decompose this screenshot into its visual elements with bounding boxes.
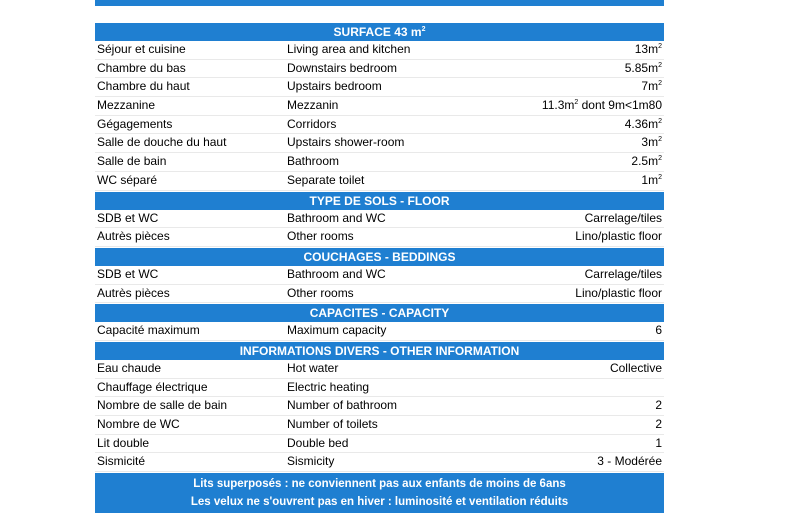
row-value: $1m^2$ — [641, 172, 662, 187]
table-row — [95, 153, 664, 172]
footer-notes — [95, 472, 664, 513]
section-header-capacity: CAPACITES - CAPACITY — [95, 303, 664, 322]
table-row — [95, 41, 664, 60]
label-fr: Autrès pièces — [97, 229, 170, 244]
label-en: Separate toilet — [287, 172, 365, 187]
label-fr: Chambre du haut — [97, 79, 190, 94]
label-en: Upstairs shower-room — [287, 135, 405, 150]
label-fr: WC séparé — [97, 172, 158, 187]
row-value: $13m^2$ — [634, 42, 662, 56]
label-fr: Gégagements — [97, 116, 173, 131]
label-fr: Capacité maximum — [97, 323, 200, 338]
label-fr: Salle de bain — [97, 154, 167, 169]
row-value: Carrelage/tiles — [584, 266, 662, 281]
label-en: Other rooms — [287, 285, 354, 300]
label-en: Upstairs bedroom — [287, 79, 382, 94]
label-fr: SDB et WC — [97, 266, 159, 281]
label-en: Number of bathroom — [287, 398, 398, 413]
label-fr: Lit double — [97, 435, 150, 450]
info-sheet — [95, 0, 664, 513]
footer-note: Lits superposés : ne conviennent pas aux enfants de moins de 6ans — [193, 478, 566, 491]
table-row — [95, 116, 664, 135]
table-row — [95, 210, 664, 229]
section-header-floor: TYPE DE SOLS - FLOOR — [95, 191, 664, 210]
label-en: Hot water — [287, 360, 339, 375]
row-value: $7m^2$ — [641, 79, 662, 94]
row-value: $11.3m^2$ dont 9m<1m80 — [541, 98, 662, 113]
label-en: Maximum capacity — [287, 323, 387, 338]
label-en: Mezzanin — [287, 98, 339, 113]
label-en: Corridors — [287, 116, 337, 131]
row-value: $2.5m^2$ — [631, 154, 662, 169]
label-fr: Chambre du bas — [97, 60, 186, 75]
row-value — [517, 379, 664, 397]
row-value: $4.36m^2$ — [624, 116, 662, 131]
row-value: Lino/plastic floor — [575, 285, 662, 300]
table-row — [95, 416, 664, 435]
row-value: 6 — [655, 323, 662, 338]
label-fr: SDB et WC — [97, 210, 159, 225]
label-en: Number of toilets — [287, 417, 378, 431]
label-en: Living area and kitchen — [287, 42, 411, 56]
table-row — [95, 172, 664, 191]
table-row — [95, 134, 664, 153]
row-value: Carrelage/tiles — [584, 210, 662, 225]
section-header-beddings: COUCHAGES - BEDDINGS — [95, 247, 664, 266]
label-fr: Salle de douche du haut — [97, 135, 227, 150]
table-row — [95, 435, 664, 454]
label-en: Bathroom — [287, 154, 340, 169]
row-value: 3 - Modérée — [597, 454, 662, 469]
table-row — [95, 360, 664, 379]
table-row — [95, 78, 664, 97]
row-value: Lino/plastic floor — [575, 229, 662, 244]
label-en: Sismicity — [287, 454, 335, 469]
label-en: Bathroom and WC — [287, 266, 386, 281]
row-value: Collective — [609, 360, 662, 375]
section-header-other-info: INFORMATIONS DIVERS - OTHER INFORMATION — [95, 341, 664, 360]
table-row — [95, 60, 664, 79]
label-fr: Nombre de WC — [97, 417, 180, 431]
footer-note: Les velux ne s'ouvrent pas en hiver : luminosité et ventilation réduits — [190, 496, 569, 509]
label-fr: Mezzanine — [97, 98, 156, 113]
row-value: $3m^2$ — [641, 135, 662, 150]
table-row — [95, 266, 664, 285]
label-en: Double bed — [287, 435, 349, 450]
table-row — [95, 453, 664, 472]
label-fr: Eau chaude — [97, 360, 162, 375]
label-fr: Sismicité — [97, 454, 146, 469]
table-row — [95, 228, 664, 247]
label-en: Downstairs bedroom — [287, 60, 398, 75]
table-row — [95, 285, 664, 304]
label-fr: Autrès pièces — [97, 285, 170, 300]
section-header-surface: SURFACE 43 $m^2$ — [95, 22, 664, 41]
label-en: Electric heating — [287, 379, 370, 394]
row-value: 1 — [655, 435, 662, 450]
label-en: Other rooms — [287, 229, 354, 244]
label-fr: Nombre de salle de bain — [97, 398, 228, 413]
label-fr: Séjour et cuisine — [97, 42, 186, 56]
table-row — [95, 322, 664, 341]
table-row — [95, 97, 664, 116]
row-value: $5.85m^2$ — [624, 60, 662, 75]
row-value: 2 — [655, 398, 662, 413]
table-row — [95, 397, 664, 416]
label-fr: Chauffage électrique — [97, 379, 208, 394]
table-row — [95, 379, 664, 398]
row-value: 2 — [655, 417, 662, 431]
label-en: Bathroom and WC — [287, 210, 386, 225]
